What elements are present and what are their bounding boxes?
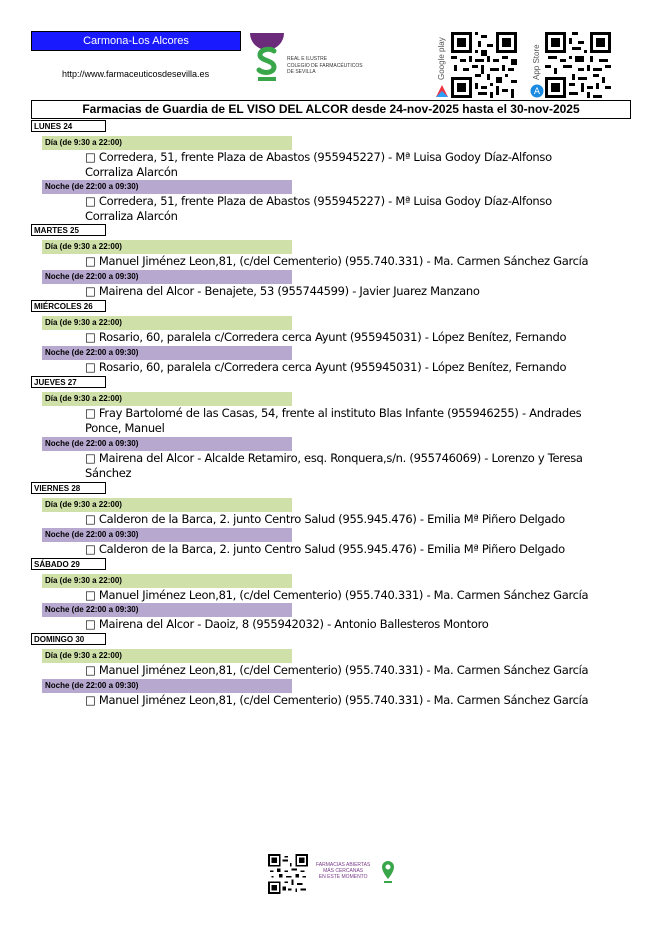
app-store-qr-code[interactable] bbox=[545, 32, 611, 103]
footer-line: MÁS CERCANAS bbox=[323, 868, 364, 874]
night-shift-label: Noche (de 22:00 a 09:30) bbox=[42, 346, 292, 360]
day-shift-label: Día (de 9:30 a 22:00) bbox=[42, 392, 292, 406]
day-header: SÁBADO 29 bbox=[31, 558, 106, 570]
college-line: COLEGIO DE FARMACÉUTICOS bbox=[287, 62, 363, 69]
day-header: DOMINGO 30 bbox=[31, 633, 106, 645]
pharmacy-entry-line: □ Rosario, 60, paralela c/Corredera cerca Ayunt (955945031) - López Benítez, Fernando bbox=[85, 330, 567, 344]
pharmacy-entry-line: □ Manuel Jiménez Leon,81, (c/del Cementerio) (955.740.331) - Ma. Carmen Sánchez García bbox=[85, 663, 589, 677]
pharmacy-entry bbox=[85, 194, 595, 224]
day-shift-label: Día (de 9:30 a 22:00) bbox=[42, 498, 292, 512]
night-shift-label: Noche (de 22:00 a 09:30) bbox=[42, 679, 292, 693]
college-line: REAL E ILUSTRE bbox=[287, 56, 328, 62]
pharmacy-entry bbox=[85, 542, 595, 557]
pharmacy-entry bbox=[85, 360, 595, 375]
pharmacy-entry-line: □ Mairena del Alcor - Daoiz, 8 (955942032) - Antonio Ballesteros Montoro bbox=[85, 617, 489, 631]
footer-caption bbox=[316, 862, 370, 880]
night-shift-label: Noche (de 22:00 a 09:30) bbox=[42, 437, 292, 451]
pharmacy-entry bbox=[85, 254, 595, 269]
day-shift-label: Día (de 9:30 a 22:00) bbox=[42, 316, 292, 330]
pharmacy-entry-line: □ Calderon de la Barca, 2. junto Centro Salud (955.945.476) - Emilia Mª Piñero Delgado bbox=[85, 542, 565, 556]
pharmacy-entry-line: □ Corredera, 51, frente Plaza de Abastos (955945227) - Mª Luisa Godoy Díaz-Alfonso bbox=[85, 150, 552, 164]
night-shift-label: Noche (de 22:00 a 09:30) bbox=[42, 528, 292, 542]
pharmacy-entry-line: Corraliza Alarcón bbox=[85, 165, 178, 179]
pharmacy-entry bbox=[85, 284, 595, 299]
day-header: VIERNES 28 bbox=[31, 482, 106, 494]
pharmacy-entry-line: □ Manuel Jiménez Leon,81, (c/del Cementerio) (955.740.331) - Ma. Carmen Sánchez García bbox=[85, 254, 589, 268]
pharmacy-entry bbox=[85, 406, 595, 436]
pharmacy-entry-line: Ponce, Manuel bbox=[85, 421, 165, 435]
pharmacy-entry-line: □ Rosario, 60, paralela c/Corredera cerca Ayunt (955945031) - López Benítez, Fernando bbox=[85, 360, 567, 374]
day-shift-label: Día (de 9:30 a 22:00) bbox=[42, 649, 292, 663]
footer-qr-code[interactable] bbox=[268, 854, 308, 899]
pharmacy-entry-line: □ Manuel Jiménez Leon,81, (c/del Cementerio) (955.740.331) - Ma. Carmen Sánchez García bbox=[85, 693, 589, 707]
location-pin-icon bbox=[381, 860, 395, 891]
night-shift-label: Noche (de 22:00 a 09:30) bbox=[42, 603, 292, 617]
pharmacy-entry bbox=[85, 588, 595, 603]
app-store-label: App Store bbox=[532, 44, 541, 80]
day-header: MIÉRCOLES 26 bbox=[31, 300, 106, 312]
pharmacy-entry-line: □ Mairena del Alcor - Alcalde Retamiro, esq. Ronquera,s/n. (955746069) - Lorenzo y Teresa bbox=[85, 451, 583, 465]
google-play-label: Google play bbox=[437, 37, 446, 80]
college-line: DE SEVILLA bbox=[287, 69, 316, 75]
pharmacy-entry bbox=[85, 663, 595, 678]
day-header: LUNES 24 bbox=[31, 120, 106, 132]
night-shift-label: Noche (de 22:00 a 09:30) bbox=[42, 180, 292, 194]
page-title: Farmacias de Guardia de EL VISO DEL ALCOR desde 24-nov-2025 hasta el 30-nov-2025 bbox=[31, 100, 631, 119]
day-shift-label: Día (de 9:30 a 22:00) bbox=[42, 574, 292, 588]
pharmacy-entry-line: □ Calderon de la Barca, 2. junto Centro Salud (955.945.476) - Emilia Mª Piñero Delgado bbox=[85, 512, 565, 526]
day-header: JUEVES 27 bbox=[31, 376, 106, 388]
svg-text:A: A bbox=[533, 87, 541, 97]
pharmacy-entry bbox=[85, 150, 595, 180]
website-link[interactable]: http://www.farmaceuticosdesevilla.es bbox=[62, 69, 210, 79]
day-shift-label: Día (de 9:30 a 22:00) bbox=[42, 240, 292, 254]
zone-label: Carmona-Los Alcores bbox=[31, 31, 241, 51]
pharmacy-entry bbox=[85, 512, 595, 527]
pharmacy-entry-line: □ Corredera, 51, frente Plaza de Abastos (955945227) - Mª Luisa Godoy Díaz-Alfonso bbox=[85, 194, 552, 208]
day-shift-label: Día (de 9:30 a 22:00) bbox=[42, 136, 292, 150]
footer-line: FARMACIAS ABIERTAS bbox=[316, 862, 371, 868]
pharmacy-entry-line: Sánchez bbox=[85, 466, 132, 480]
pharmacy-entry-line: Corraliza Alarcón bbox=[85, 209, 178, 223]
pharmacy-entry bbox=[85, 451, 595, 481]
college-logo bbox=[248, 31, 288, 87]
pharmacy-entry-line: □ Fray Bartolomé de las Casas, 54, frente al instituto Blas Infante (955946255) - Andrades bbox=[85, 406, 582, 420]
google-play-qr-code[interactable] bbox=[451, 32, 517, 103]
day-header: MARTES 25 bbox=[31, 224, 106, 236]
college-name bbox=[287, 56, 363, 76]
pharmacy-entry bbox=[85, 693, 595, 708]
night-shift-label: Noche (de 22:00 a 09:30) bbox=[42, 270, 292, 284]
pharmacy-entry-line: □ Manuel Jiménez Leon,81, (c/del Cementerio) (955.740.331) - Ma. Carmen Sánchez García bbox=[85, 588, 589, 602]
pharmacy-entry bbox=[85, 617, 595, 632]
footer-line: EN ESTE MOMENTO bbox=[318, 874, 368, 880]
pharmacy-entry bbox=[85, 330, 595, 345]
pharmacy-entry-line: □ Mairena del Alcor - Benajete, 53 (955744599) - Javier Juarez Manzano bbox=[85, 284, 480, 298]
